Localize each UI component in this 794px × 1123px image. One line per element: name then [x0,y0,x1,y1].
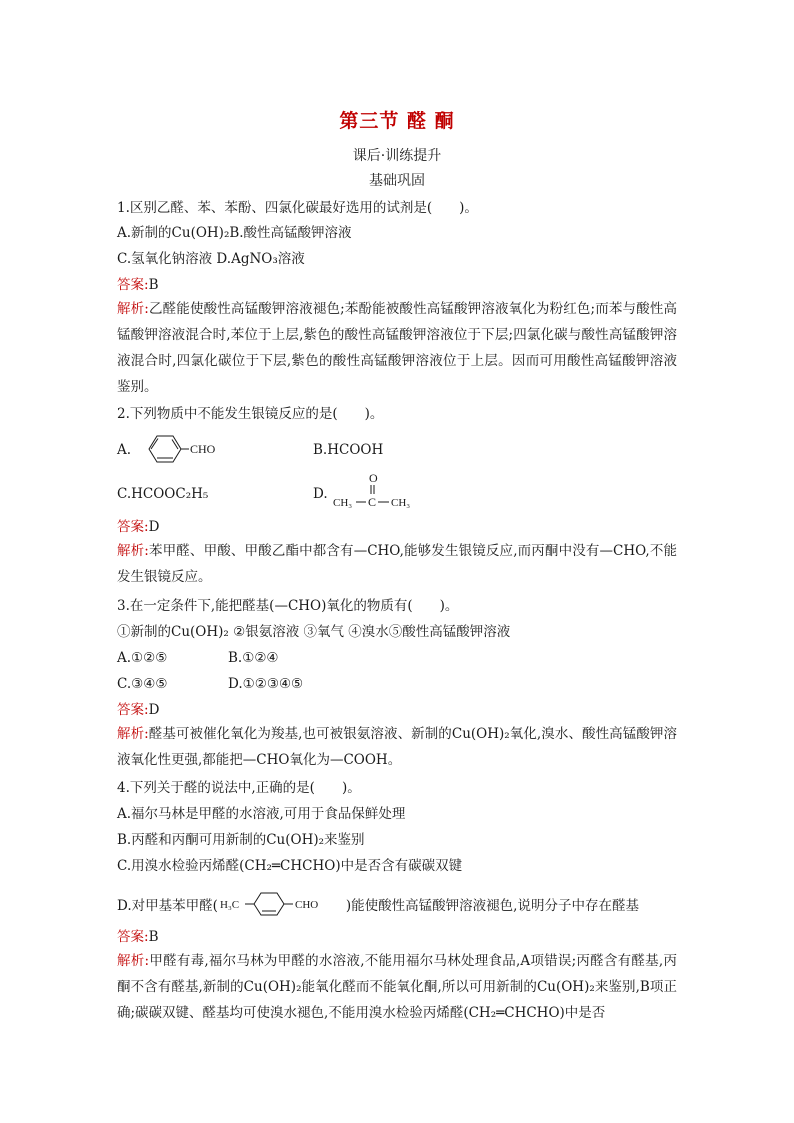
q1-analysis [117,296,677,400]
q1-answer [117,275,158,295]
q3-items: ①新制的Cu(OH)₂ ②银氨溶液 ③氧气 ④溴水⑤酸性高锰酸钾溶液 [117,624,511,640]
page-subtitle: 课后·训练提升 [352,148,442,164]
analysis-label: 解析: [117,726,149,742]
methyl-group: H₃C [219,899,240,911]
q3-answer [117,700,159,720]
option-d-prefix: D.对甲基苯甲醛( [117,898,218,914]
analysis-label: 解析: [117,953,150,969]
cho-group: CHO [190,442,216,456]
q4-option-a: A.福尔马林是甲醛的水溶液,可用于食品保鲜处理 [117,806,406,822]
q4-option-d [117,891,639,917]
q2-option-b: B.HCOOH [313,442,384,458]
q3-option-b: B.①②④ [228,650,279,666]
q2-stem: 2.下列物质中不能发生银镜反应的是( )。 [117,406,384,422]
q2-option-a [117,440,216,460]
analysis-text: 乙醛能使酸性高锰酸钾溶液褪色;苯酚能被酸性高锰酸钾溶液氧化为粉红色;而苯与酸性高锰酸钾溶液混合时,苯位于上层,紫色的酸性高锰酸钾溶液位于下层;四氯化碳与酸性高锰酸钾溶液混合时,四氯化碳位于下层,紫色的酸性高锰酸钾溶液位于上层。因而可用酸性高锰酸钾溶液鉴别。 [117,301,677,395]
answer-label: 答案: [117,277,149,293]
analysis-label: 解析: [117,543,149,559]
analysis-text: 醛基可被催化氧化为羧基,也可被银氨溶液、新制的Cu(OH)₂氧化,溴水、酸性高锰酸钾溶液氧化性更强,都能把—CHO氧化为—COOH。 [117,726,677,768]
q3-option-d: D.①②③④⑤ [228,676,304,692]
benzene-ring [254,893,284,915]
option-d-suffix: )能使酸性高锰酸钾溶液褪色,说明分子中存在醛基 [345,898,639,914]
acetone-structure [331,470,431,514]
page-title: 第三节 醛 酮 [339,110,455,132]
q4-answer [117,927,158,947]
q1-stem: 1.区别乙醛、苯、苯酚、四氯化碳最好选用的试剂是( )。 [117,200,478,216]
answer-value: B [148,929,159,945]
q4-option-b: B.丙醛和丙酮可用新制的Cu(OH)₂来鉴别 [117,832,365,848]
answer-value: D [148,702,160,718]
q2-option-d [313,471,411,509]
q2-option-c: C.HCOOC₂H₅ [117,486,209,502]
p-methylbenzaldehyde-structure [218,891,346,917]
oxygen-atom: O [369,471,378,485]
q2-answer [117,517,159,537]
answer-label: 答案: [117,519,149,535]
analysis-text: 苯甲醛、甲酸、甲酸乙酯中都含有—CHO,能够发生银镜反应,而丙酮中没有—CHO,不能发生银镜反应。 [117,543,677,585]
q3-analysis [117,721,677,773]
right-methyl: CH₃ [391,497,411,509]
answer-value: B [148,277,159,293]
q3-option-c: C.③④⑤ [117,676,168,692]
q1-options-ab: A.新制的Cu(OH)₂B.酸性高锰酸钾溶液 [117,225,352,241]
q4-option-c: C.用溴水检验丙烯醛(CH₂═CHCHO)中是否含有碳碳双键 [117,858,463,874]
analysis-label: 解析: [117,301,149,317]
option-a-label: A. [117,442,132,458]
benzaldehyde-structure [139,432,225,466]
cho-group: CHO [294,899,319,911]
q3-stem: 3.在一定条件下,能把醛基(—CHO)氧化的物质有( )。 [117,598,459,614]
section-heading: 基础巩固 [369,173,425,189]
answer-label: 答案: [117,929,149,945]
q3-option-a: A.①②⑤ [117,650,168,666]
option-d-label: D. [313,486,328,502]
carbonyl-carbon: C [368,495,377,509]
q4-stem: 4.下列关于醛的说法中,正确的是( )。 [117,780,361,796]
answer-label: 答案: [117,702,149,718]
q2-analysis [117,538,677,590]
q4-analysis [117,948,677,1026]
left-methyl: CH₃ [333,497,353,509]
answer-value: D [148,519,160,535]
analysis-text: 甲醛有毒,福尔马林为甲醛的水溶液,不能用福尔马林处理食品,A项错误;丙醛含有醛基,丙酮不含有醛基,新制的Cu(OH)₂能氧化醛而不能氧化酮,所以可用新制的Cu(OH)₂来鉴别,B项正确;碳碳双键、醛基均可使溴水褪色,不能用溴水检验丙烯醛(CH₂═CHCHO)中是否 [117,953,677,1021]
q1-options-cd: C.氢氧化钠溶液 D.AgNO₃溶液 [117,251,305,267]
